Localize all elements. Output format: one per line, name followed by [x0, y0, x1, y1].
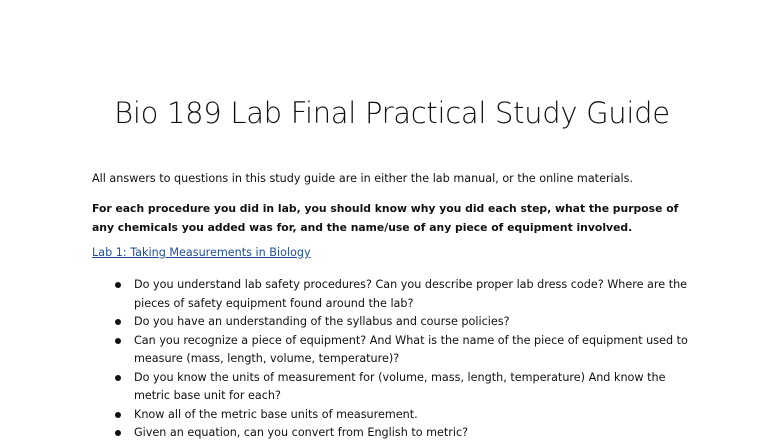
- list-item-text: Can you recognize a piece of equipment? And What is the name of the piece of equipment used to measure (mass, length, volume, temperature)?: [134, 333, 688, 365]
- bullet-icon: [115, 338, 121, 344]
- instruction-paragraph: For each procedure you did in lab, you should know why you did each step, what the purpose of any chemicals you added was for, and the name/use of any piece of equipment involved.: [92, 202, 679, 234]
- bullet-icon: [115, 319, 121, 325]
- lab-1-heading-link[interactable]: Lab 1: Taking Measurements in Biology: [92, 246, 311, 259]
- list-item: [92, 332, 692, 369]
- intro-paragraph: All answers to questions in this study guide are in either the lab manual, or the online materials.: [92, 172, 634, 185]
- list-item: [92, 369, 692, 406]
- list-item-text: Given an equation, can you convert from English to metric?: [134, 426, 469, 439]
- list-item-text: Know all of the metric base units of measurement.: [134, 407, 418, 421]
- bullet-icon: [115, 375, 121, 381]
- document-title: Bio 189 Lab Final Practical Study Guide: [114, 96, 670, 130]
- bullet-icon: [115, 430, 121, 436]
- list-item: [92, 424, 692, 441]
- list-item-text: Do you understand lab safety procedures? Can you describe proper lab dress code? Where are the pieces of safety equipment found around the lab?: [134, 278, 688, 310]
- list-item-text: Do you know the units of measurement for (volume, mass, length, temperature) And know the metric base unit for each?: [134, 370, 666, 402]
- lab-1-question-list: [92, 276, 692, 441]
- bullet-icon: [115, 282, 121, 288]
- list-item-text: Do you have an understanding of the syllabus and course policies?: [134, 315, 510, 328]
- list-item: [92, 276, 692, 313]
- bullet-icon: [115, 412, 121, 418]
- list-item: [92, 313, 692, 332]
- list-item: [92, 406, 692, 425]
